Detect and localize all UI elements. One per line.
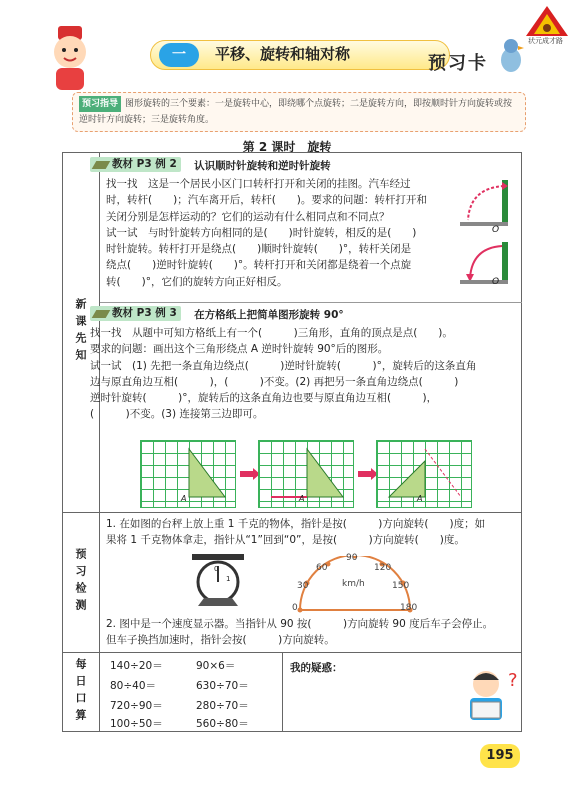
- example2-body: 找一找 从题中可知方格纸上有一个( )三角形，直角的顶点是点( )。 要求的问题：画出这个三角形绕点 A 逆时针旋转 90°后的图形。 试一试 (1) 先把一条直角边绕点( )逆时针旋转( )°，旋转后的这条直角 边与原直角边互相( )，( )不变。(2) 再把另一条直角边绕点( ) 逆时针旋转( )°，旋转后的这条直角边也要与原直角边互相( )， ( )不变。(3) 连接第三边即可。: [90, 327, 477, 421]
- chapter-title: 平移、旋转和轴对称: [215, 45, 351, 64]
- chapter-title-bar: [150, 40, 450, 70]
- speed-tick-150: 150: [392, 581, 410, 591]
- grid-step-2: [258, 440, 354, 508]
- barrier-close-illustration: [460, 238, 518, 295]
- barrier-open-illustration: [460, 176, 518, 239]
- calc-item: 720÷90＝: [110, 700, 163, 712]
- speed-tick-180: 180: [400, 603, 418, 613]
- question-mark-icon: ?: [508, 670, 518, 691]
- grid-step-1: [140, 440, 236, 508]
- calc-item: 100÷50＝: [110, 718, 163, 730]
- example1-header: [90, 157, 331, 174]
- scale-illustration: [186, 552, 250, 617]
- section-new-lesson: 新课先知: [62, 152, 100, 512]
- speed-tick-30: 30: [297, 581, 309, 591]
- example2-header: [90, 306, 344, 323]
- example1-topic: 认识顺时针旋转和逆时针旋转: [194, 159, 331, 172]
- point-a-label: A: [417, 494, 423, 503]
- calc-item: 560÷80＝: [196, 718, 249, 730]
- section-daily-calc: 每日口算: [62, 652, 100, 732]
- speed-tick-120: 120: [374, 563, 392, 573]
- divider: [282, 652, 283, 732]
- divider: [62, 512, 522, 513]
- pencil-icon: [92, 310, 111, 318]
- example1-tag: 教材 P3 例 2: [90, 157, 181, 172]
- speed-unit: km/h: [342, 579, 365, 589]
- divider: [62, 652, 522, 653]
- reading-kid-illustration: [458, 664, 522, 733]
- example1-body: 找一找 这是一个居民小区门口转杆打开和关闭的挂图。汽车经过 时，转杆( )；汽车离开后，转杆( )。要求的问题：转杆打开和 关闭分别是怎样运动的？它们的运动有什么相同点和不同点？ 试一试 与时针旋转方向相同的是( )时针旋转，相反的是( ) 时针旋转。转杆打开是绕点( )顺时针旋转( )°，转杆关闭是 绕点( )逆时针旋转( )°。转杆打开和关闭都是绕着一个点旋 转( )°，它们的旋转方向正好相反。: [106, 178, 427, 288]
- brand-name: 状元成才路: [528, 37, 563, 45]
- calc-item: 80÷40＝: [110, 680, 157, 692]
- grid-step-3: [376, 440, 472, 508]
- doubt-label: 我的疑惑：: [290, 662, 343, 674]
- guide-box: [72, 92, 526, 132]
- page-number: 195: [480, 744, 520, 768]
- divider: [100, 302, 522, 303]
- speed-tick-0: 0: [292, 603, 298, 613]
- check-q2: 2. 图中是一个速度显示器。当指针从 90 按( )方向旋转 90 度后车子会停止。 但车子换挡加速时，指针会按( )方向旋转。: [106, 618, 494, 647]
- arrow-right-icon: [358, 471, 372, 477]
- scale-label-1: 1: [226, 575, 231, 583]
- bird-illustration: [496, 36, 526, 81]
- check-q1: 1. 在如图的台秤上放上重 1 千克的物体，指针是按( )方向旋转( )度；如 果将 1 千克物体拿走，指针从“1”回到“0”，是按( )方向旋转( )度。: [106, 518, 486, 547]
- card-label: 预习卡: [428, 53, 488, 74]
- calc-item: 280÷70＝: [196, 700, 249, 712]
- speed-tick-90: 90: [346, 553, 358, 563]
- calc-item: 90×6＝: [196, 660, 236, 672]
- calc-item: 630÷70＝: [196, 680, 249, 692]
- pencil-icon: [92, 161, 111, 169]
- point-a-label: A: [299, 494, 305, 503]
- guide-tag: 预习指导: [79, 96, 121, 112]
- scale-label-0: 0: [214, 565, 219, 573]
- guide-text: 图形旋转的三个要素：一是旋转中心，即绕哪个点旋转；二是旋转方向，即按顺时针方向旋转或按逆时针方向旋转；三是旋转角度。: [79, 99, 513, 125]
- arrow-right-icon: [240, 471, 254, 477]
- speed-tick-60: 60: [316, 563, 328, 573]
- label-o2: O: [492, 277, 500, 287]
- section-preview-check: 预习检测: [62, 512, 100, 652]
- chapter-number: 一: [159, 43, 199, 67]
- point-a-label: A: [181, 494, 187, 503]
- label-o1: O: [492, 225, 500, 235]
- example2-topic: 在方格纸上把简单图形旋转 90°: [194, 308, 344, 321]
- example2-tag: 教材 P3 例 3: [90, 306, 181, 321]
- mascot-illustration: [40, 24, 100, 99]
- calc-item: 140÷20＝: [110, 660, 163, 672]
- lesson-title: 第 2 课时 旋转: [242, 140, 332, 154]
